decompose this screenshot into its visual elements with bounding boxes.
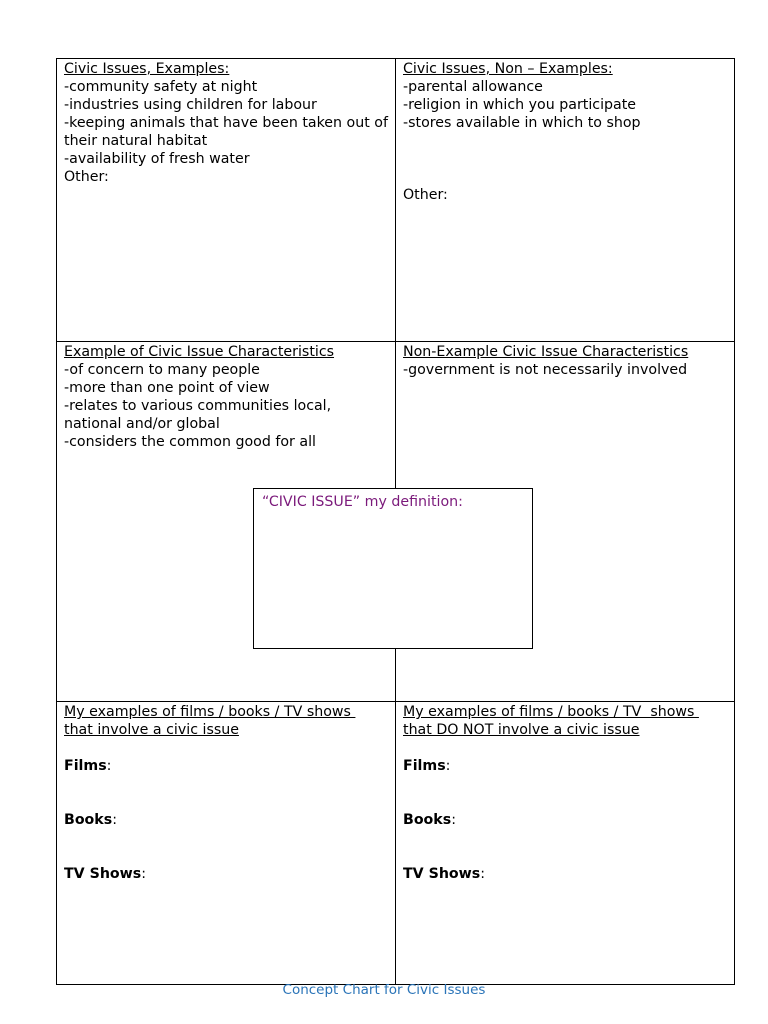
list-item: -community safety at night	[64, 79, 258, 95]
colon: :	[112, 812, 117, 828]
chart-row-examples	[57, 59, 735, 342]
list-item: -industries using children for labour	[64, 97, 317, 113]
films-label: Films	[64, 758, 107, 774]
films-field	[64, 757, 389, 775]
cell-heading-line1: My examples of films / books / TV shows	[64, 704, 356, 720]
other-label: Other:	[64, 169, 109, 185]
cell-heading-line2: that involve a civic issue	[64, 722, 239, 738]
books-label: Books	[403, 812, 452, 828]
cell-my-examples-not-involve	[396, 702, 735, 985]
cell-heading: Civic Issues, Examples:	[64, 61, 230, 77]
books-label: Books	[64, 812, 113, 828]
cell-my-examples-involve	[57, 702, 396, 985]
colon: :	[451, 812, 456, 828]
books-field	[64, 811, 389, 829]
tv-shows-label: TV Shows	[64, 866, 142, 882]
cell-civic-examples	[57, 59, 396, 342]
spacer	[64, 829, 389, 865]
list-item: -stores available in which to shop	[403, 115, 641, 131]
spacer	[403, 739, 728, 757]
spacer	[403, 829, 728, 865]
list-item: -government is not necessarily involved	[403, 362, 688, 378]
films-label: Films	[403, 758, 446, 774]
colon: :	[480, 866, 485, 882]
films-field	[403, 757, 728, 775]
cell-heading: Example of Civic Issue Characteristics	[64, 344, 335, 360]
cell-heading: Civic Issues, Non – Examples:	[403, 61, 613, 77]
list-item: -of concern to many people	[64, 362, 260, 378]
spacer	[403, 132, 728, 168]
spacer	[64, 775, 389, 811]
list-item: -relates to various communities local, national and/or global	[64, 398, 332, 432]
spacer	[403, 168, 728, 186]
spacer	[403, 775, 728, 811]
colon: :	[445, 758, 451, 774]
tv-shows-field	[64, 865, 389, 883]
cell-heading-line1: My examples of films / books / TV shows	[403, 704, 699, 720]
colon: :	[106, 758, 112, 774]
definition-box[interactable]	[253, 488, 533, 649]
cell-heading-line2: that DO NOT involve a civic issue	[403, 722, 640, 738]
list-item: -parental allowance	[403, 79, 543, 95]
cell-civic-non-examples	[396, 59, 735, 342]
chart-row-my-examples	[57, 702, 735, 985]
books-field	[403, 811, 728, 829]
tv-shows-field	[403, 865, 728, 883]
chart-caption: Concept Chart for Civic Issues	[282, 982, 486, 998]
other-label: Other:	[403, 187, 448, 203]
list-item: -availability of fresh water	[64, 151, 250, 167]
colon: :	[141, 866, 146, 882]
list-item: -keeping animals that have been taken out of their natural habitat	[64, 115, 388, 149]
spacer	[64, 739, 389, 757]
list-item: -religion in which you participate	[403, 97, 637, 113]
list-item: -more than one point of view	[64, 380, 270, 396]
definition-label: “CIVIC ISSUE” my definition:	[262, 494, 463, 510]
list-item: -considers the common good for all	[64, 434, 316, 450]
cell-heading: Non-Example Civic Issue Characteristics	[403, 344, 689, 360]
tv-shows-label: TV Shows	[403, 866, 481, 882]
